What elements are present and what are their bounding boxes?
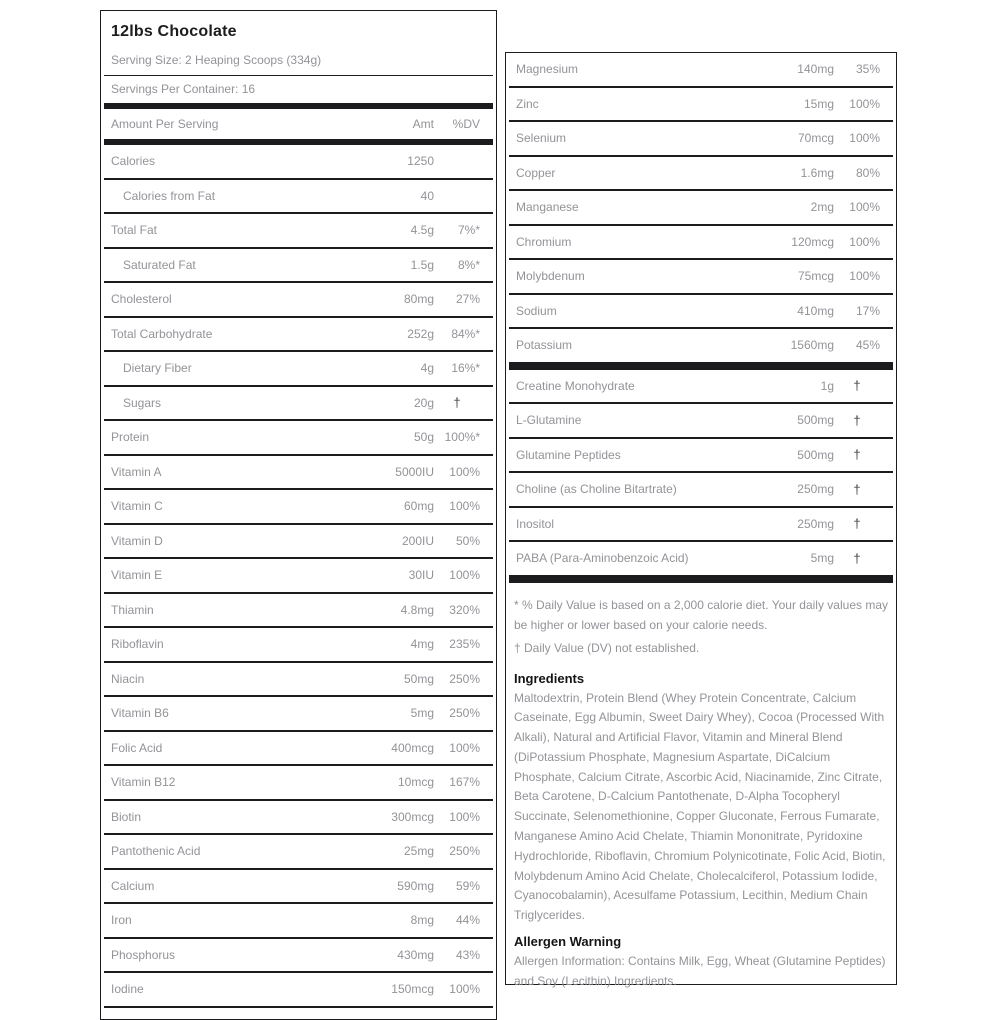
nutrient-amount: 5000IU: [395, 464, 434, 479]
nutrient-label: Dietary Fiber: [123, 361, 192, 376]
nutrient-row: [104, 352, 493, 387]
nutrient-amount: 60mg: [403, 499, 434, 514]
nutrient-amount: 4.8mg: [400, 602, 434, 617]
nutrient-dv: 27%: [455, 292, 480, 307]
nutrient-dv: †: [853, 447, 861, 463]
nutrient-row: [104, 318, 493, 353]
nutrient-dv: 100%*: [444, 430, 480, 445]
col-amount-per-serving-label: Amount Per Serving: [111, 117, 219, 131]
nutrient-amount: 70mcg: [797, 131, 834, 146]
nutrient-row: [104, 697, 493, 732]
nutrient-amount: 20g: [413, 395, 434, 410]
nutrient-label: Niacin: [111, 671, 145, 686]
nutrient-dv: 80%: [855, 165, 880, 180]
nutrient-label: Cholesterol: [111, 292, 172, 307]
nutrient-row: [509, 191, 893, 226]
nutrient-dv: 84%*: [451, 326, 480, 341]
nutrient-row: [509, 329, 893, 364]
nutrient-label: Calories: [111, 154, 156, 169]
nutrient-dv: 100%: [449, 499, 480, 514]
nutrient-dv: 44%: [455, 913, 480, 928]
nutrient-amount: 300mcg: [391, 809, 434, 824]
nutrient-dv: 100%: [449, 568, 480, 583]
nutrient-row: [104, 180, 493, 215]
nutrient-row: [509, 157, 893, 192]
nutrient-dv: 100%: [849, 200, 880, 215]
nutrient-row: [509, 122, 893, 157]
nutrient-row: [104, 766, 493, 801]
product-title: 12lbs Chocolate: [111, 23, 237, 40]
nutrient-label: Saturated Fat: [123, 257, 196, 272]
nutrient-row: [104, 594, 493, 629]
nutrient-label: Glutamine Peptides: [516, 447, 621, 462]
col-amt-label: Amt: [412, 117, 434, 131]
nutrient-amount: 75mcg: [797, 269, 834, 284]
nutrient-amount: 252g: [407, 326, 434, 341]
nutrient-row: [104, 525, 493, 560]
nutrient-amount: 5mg: [810, 551, 834, 566]
allergen-heading: Allergen Warning: [514, 934, 622, 950]
nutrient-amount: 25mg: [403, 844, 434, 859]
nutrient-rows-supplements: [506, 370, 896, 577]
nutrient-dv: 17%: [855, 303, 880, 318]
nutrient-row: [104, 732, 493, 767]
nutrient-dv: †: [853, 378, 861, 394]
nutrient-amount: 120mcg: [791, 234, 834, 249]
column-header-row: [104, 109, 493, 139]
nutrient-label: Molybdenum: [516, 269, 585, 284]
footnote-dv-not-established: † Daily Value (DV) not established.: [514, 640, 700, 655]
nutrient-label: Manganese: [516, 200, 579, 215]
nutrient-amount: 590mg: [397, 878, 434, 893]
panel-header: [101, 11, 496, 103]
footnotes: [506, 583, 896, 663]
nutrient-row: [509, 404, 893, 439]
nutrient-label: Choline (as Choline Bitartrate): [516, 482, 677, 497]
nutrient-amount: 430mg: [397, 947, 434, 962]
nutrient-dv: 100%: [849, 234, 880, 249]
ingredients-text: Maltodextrin, Protein Blend (Whey Protein Concentrate, Calcium Caseinate, Egg Albumin, Sweet Dairy Whey), Cocoa (Processed With Alkali), Natural and Artificial Flavor, Vitamin and Mineral Blend (DiPotassium Phosphate, Magnesium Aspartate, DiCalcium Phosphate, Calcium Citrate, Ascorbic Acid, Niacinamide, Zinc Citrate, Beta Carotene, D-Calcium Pantothenate, D-Alpha Tocopheryl Succinate, Selenomethionine, Copper Gluconate, Ferrous Fumarate, Manganese Amino Acid Chelate, Thiamin Mononitrate, Pyridoxine Hydrochloride, Riboflavin, Chromium Polynicotinate, Folic Acid, Biotin, Molybdenum Amino Acid Chelate, Cholecalciferol, Potassium Iodide, Cyanocobalamin), Acesulfame Potassium, Lecithin, Medium Chain Triglycerides.: [514, 690, 886, 923]
nutrient-amount: 1.6mg: [800, 165, 834, 180]
nutrient-row: [104, 456, 493, 491]
nutrient-dv: †: [853, 550, 861, 566]
nutrient-row: [104, 939, 493, 974]
nutrient-dv: 167%: [449, 775, 480, 790]
nutrient-label: Total Fat: [111, 223, 158, 238]
nutrient-row: [509, 508, 893, 543]
nutrient-label: Total Carbohydrate: [111, 326, 213, 341]
nutrient-row: [104, 249, 493, 284]
nutrient-dv: 35%: [855, 62, 880, 77]
nutrient-amount: 4.5g: [410, 223, 434, 238]
nutrient-label: Iodine: [111, 982, 144, 997]
nutrient-label: Vitamin E: [111, 568, 163, 583]
nutrient-dv: †: [853, 412, 861, 428]
nutrient-row: [104, 835, 493, 870]
nutrient-dv: 250%: [449, 706, 480, 721]
nutrition-panel-left: [100, 10, 497, 1020]
nutrient-amount: 8mg: [410, 913, 434, 928]
nutrient-dv: 8%*: [457, 257, 480, 272]
nutrient-label: Copper: [516, 165, 556, 180]
nutrient-label: Protein: [111, 430, 150, 445]
nutrient-amount: 500mg: [797, 447, 834, 462]
nutrient-label: Sodium: [516, 303, 557, 318]
nutrient-label: Iron: [111, 913, 132, 928]
nutrient-row: [104, 387, 493, 422]
nutrient-dv: 59%: [455, 878, 480, 893]
nutrient-amount: 50mg: [403, 671, 434, 686]
nutrient-label: Vitamin D: [111, 533, 163, 548]
nutrient-row: [104, 973, 493, 1008]
nutrient-dv: 100%: [449, 464, 480, 479]
nutrient-dv: 100%: [449, 740, 480, 755]
nutrient-row: [104, 145, 493, 180]
nutrient-dv: 250%: [449, 671, 480, 686]
nutrient-row: [509, 88, 893, 123]
nutrient-amount: 15mg: [803, 96, 834, 111]
nutrient-label: Chromium: [516, 234, 572, 249]
nutrient-dv: 320%: [449, 602, 480, 617]
nutrient-label: Vitamin A: [111, 464, 162, 479]
nutrient-label: Magnesium: [516, 62, 579, 77]
nutrient-dv: 235%: [449, 637, 480, 652]
nutrient-amount: 140mg: [797, 62, 834, 77]
nutrient-amount: 2mg: [810, 200, 834, 215]
nutrient-dv: 45%: [855, 338, 880, 353]
nutrient-label: Inositol: [516, 516, 555, 531]
nutrient-amount: 30IU: [408, 568, 434, 583]
nutrient-amount: 40: [420, 188, 434, 203]
nutrient-row: [104, 801, 493, 836]
nutrient-row: [104, 904, 493, 939]
nutrient-amount: 5mg: [410, 706, 434, 721]
nutrient-row: [509, 226, 893, 261]
nutrient-label: L-Glutamine: [516, 413, 582, 428]
nutrient-dv: 16%*: [451, 361, 480, 376]
nutrient-dv: 50%: [455, 533, 480, 548]
nutrient-label: Pantothenic Acid: [111, 844, 201, 859]
nutrient-label: Vitamin C: [111, 499, 163, 514]
nutrient-amount: 80mg: [403, 292, 434, 307]
nutrient-row: [509, 260, 893, 295]
nutrient-label: Selenium: [516, 131, 567, 146]
nutrient-dv: 100%: [849, 96, 880, 111]
nutrient-dv: 7%*: [457, 223, 480, 238]
nutrient-amount: 1250: [407, 154, 434, 169]
nutrient-row: [509, 439, 893, 474]
allergen-text: Allergen Information: Contains Milk, Egg, Wheat (Glutamine Peptides) and Soy (Lecithin) Ingredients.: [514, 954, 886, 988]
nutrient-amount: 250mg: [797, 482, 834, 497]
nutrient-dv: 100%: [449, 809, 480, 824]
nutrient-label: Vitamin B6: [111, 706, 169, 721]
nutrient-dv: 43%: [455, 947, 480, 962]
nutrient-dv: 100%: [449, 982, 480, 997]
nutrient-row: [509, 53, 893, 88]
nutrient-amount: 10mcg: [397, 775, 434, 790]
nutrient-label: Potassium: [516, 338, 573, 353]
serving-size-text: Serving Size: 2 Heaping Scoops (334g): [111, 53, 322, 67]
nutrient-amount: 200IU: [401, 533, 434, 548]
nutrient-label: Biotin: [111, 809, 142, 824]
nutrient-row: [104, 559, 493, 594]
nutrient-label: Thiamin: [111, 602, 154, 617]
nutrient-amount: 4mg: [410, 637, 434, 652]
ingredients-heading: Ingredients: [514, 670, 585, 686]
nutrient-row: [509, 473, 893, 508]
nutrient-row: [104, 490, 493, 525]
nutrient-amount: 1.5g: [410, 257, 434, 272]
nutrient-row: [104, 870, 493, 905]
nutrient-amount: 400mcg: [391, 740, 434, 755]
nutrient-rows-minerals: [506, 53, 896, 364]
nutrient-label: Creatine Monohydrate: [516, 378, 635, 393]
nutrient-amount: 1560mg: [790, 338, 834, 353]
nutrient-row: [104, 663, 493, 698]
nutrient-rows-left: [101, 145, 496, 1008]
nutrient-label: Phosphorus: [111, 947, 176, 962]
nutrition-panel-right: [505, 52, 897, 988]
nutrient-dv: †: [853, 516, 861, 532]
nutrient-label: Riboflavin: [111, 637, 164, 652]
nutrient-dv: †: [453, 395, 461, 411]
nutrient-dv: †: [853, 481, 861, 497]
servings-per-container-text: Servings Per Container: 16: [111, 82, 256, 96]
nutrient-row: [509, 295, 893, 330]
nutrient-amount: 150mcg: [391, 982, 434, 997]
nutrient-amount: 250mg: [797, 516, 834, 531]
nutrient-row: [509, 542, 893, 577]
nutrient-amount: 4g: [420, 361, 434, 376]
nutrient-amount: 410mg: [797, 303, 834, 318]
footnote-daily-value: * % Daily Value is based on a 2,000 calorie diet. Your daily values may be higher or lower based on your calorie needs.: [514, 597, 888, 632]
nutrient-dv: 100%: [849, 131, 880, 146]
nutrient-row: [104, 421, 493, 456]
nutrient-amount: 1g: [820, 378, 834, 393]
nutrient-row: [104, 628, 493, 663]
nutrient-label: Vitamin B12: [111, 775, 176, 790]
nutrient-row: [509, 370, 893, 405]
nutrient-label: Calories from Fat: [123, 188, 216, 203]
nutrient-dv: 250%: [449, 844, 480, 859]
nutrient-label: Calcium: [111, 878, 155, 893]
nutrient-row: [104, 214, 493, 249]
nutrient-amount: 500mg: [797, 413, 834, 428]
nutrient-dv: 100%: [849, 269, 880, 284]
nutrient-amount: 50g: [413, 430, 434, 445]
nutrient-label: Zinc: [516, 96, 539, 111]
nutrient-row: [104, 283, 493, 318]
nutrient-label: PABA (Para-Aminobenzoic Acid): [516, 551, 689, 566]
nutrient-label: Folic Acid: [111, 740, 163, 755]
nutrient-label: Sugars: [123, 395, 162, 410]
col-dv-label: %DV: [452, 117, 480, 131]
